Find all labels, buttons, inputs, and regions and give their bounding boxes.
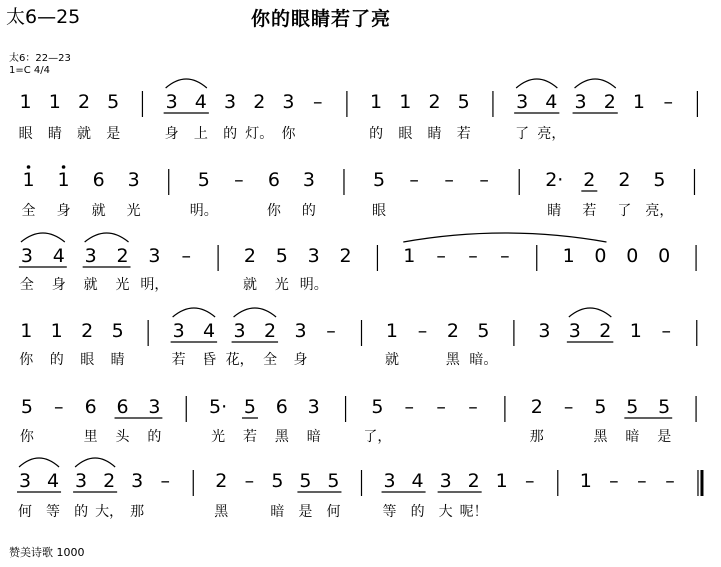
note: – [181,245,191,267]
lyric: 亮， [537,126,566,142]
note: – [609,470,619,492]
lyric: 眼 [372,203,387,219]
note: 2 [253,91,266,113]
lyric: 身 [56,203,71,219]
lyric: 明， [140,277,169,293]
lyric: 的 [301,203,316,219]
octave-dot [27,165,31,169]
hymn-reference: 太6—25 [6,6,81,28]
lyric: 了 [617,203,632,219]
lyric: 黑 [214,504,229,520]
note: – [479,169,489,191]
note: 2· [545,169,564,191]
note: 3 [84,245,97,267]
note: 2 [339,245,352,267]
note: 5 [20,396,33,418]
note: 3 [75,470,88,492]
note: 6 [84,396,97,418]
note: 6 [92,169,105,191]
slur [166,79,207,88]
note: 5 [271,470,284,492]
note: 3 [307,396,320,418]
tune-ref-line: 太6：22—23 [9,53,71,64]
lyric: 亮， [645,203,674,219]
lyric: 明。 [299,277,328,293]
note: 1 [385,320,399,342]
note: 0 [594,245,607,267]
lyric: 何 [18,504,33,520]
note: – [160,470,170,492]
note: – [54,396,64,418]
note: 1 [495,470,508,492]
note: 5 [327,470,340,492]
slur [516,79,557,88]
lyric: 黑 [593,429,608,445]
note: 3 [307,245,320,267]
lyric: 暗 [306,429,321,445]
lyric: 的 [147,429,162,445]
lyric: 全 [19,277,34,293]
note: – [468,245,478,267]
note: 5 [243,396,257,418]
lyric: 头 [115,429,130,445]
lyric: 光 [274,277,289,293]
note: – [404,396,415,418]
note: 1 [562,245,575,267]
note: 2 [599,320,612,342]
note: 2 [530,396,543,418]
lyric: 就 [242,277,257,293]
lyric: 全 [21,203,36,219]
octave-dot [62,165,66,169]
note: 3 [224,91,237,113]
note: 5 [111,320,124,342]
lyric: 你 [266,203,281,219]
lyric: 睛 [427,126,442,142]
note: 3 [172,320,185,342]
note: 1 [57,169,70,191]
note: 2 [467,470,480,492]
lyric: 是 [298,504,313,520]
lyric: 光 [115,277,130,293]
note: – [436,245,446,267]
lyric: 身 [293,352,308,368]
note: 2 [81,320,94,342]
lyric: 那 [130,504,145,520]
lyric: 眼 [18,126,33,142]
lyric: 花， [225,352,254,368]
lyric: 暗。 [469,352,498,368]
note: 1 [403,245,416,267]
lyric: 的 [369,126,384,142]
lyric: 睛 [47,126,62,142]
note: 5 [658,396,671,418]
lyric: 黑 [445,352,460,368]
lyric: 你 [19,352,34,368]
lyric: 何 [326,504,341,520]
note: 2 [103,470,116,492]
lyric: 呢！ [459,504,488,520]
lyric: 眼 [80,352,95,368]
lyric: 就 [91,203,106,219]
lyric: 了 [515,126,530,142]
lyric: 那 [529,429,544,445]
tune-reference [9,53,71,77]
lyric: 你 [19,429,34,445]
note: 0 [626,245,639,267]
note: 3 [127,169,140,191]
lyric: 若 [582,203,597,219]
lyric: 就 [77,126,92,142]
note: 3 [233,320,246,342]
lyric: 等 [46,504,61,520]
song-title: 你的眼睛若了亮 [251,8,392,30]
note: 4 [203,320,216,342]
note: – [663,91,673,113]
note: 3 [131,470,144,492]
slur [403,233,606,242]
note: 6 [275,396,288,418]
note: 4 [52,245,65,267]
note: 3 [302,169,315,191]
slur [569,308,611,317]
note: 5 [299,470,312,492]
lyric: 灯。 [245,126,274,142]
note: 4 [411,470,424,492]
note: 2 [446,320,459,342]
lyric: 全 [263,352,278,368]
lyric: 里 [83,429,98,445]
note: 6 [267,169,280,191]
lyric: 若 [456,126,471,142]
note: 3 [574,91,587,113]
note: 5 [477,320,490,342]
lyric: 暗 [625,429,640,445]
note: – [661,320,672,342]
lyric: 的 [49,352,64,368]
note: 2 [583,169,596,191]
note: – [436,396,446,418]
note: 5 [594,396,607,418]
note: – [468,396,478,418]
note: – [417,320,428,342]
note: 2 [428,91,441,113]
note: – [444,169,454,191]
note: 5 [457,91,470,113]
lyric: 了， [363,429,392,445]
lyric: 就 [83,277,98,293]
note: 1 [20,320,33,342]
note: 5 [107,91,120,113]
note: 3 [20,245,33,267]
lyric: 等 [382,504,397,520]
note: 1 [22,169,35,191]
note: 1 [370,91,383,113]
note: 1 [48,91,61,113]
note: 5· [209,396,228,418]
footer-source: 赞美诗歌 1000 [9,546,85,559]
note: 3 [439,470,452,492]
note: 2 [116,245,129,267]
note: 2 [243,245,257,267]
note: 3 [148,396,161,418]
note: – [637,470,647,492]
note: 5 [626,396,639,418]
note: – [500,245,510,267]
lyric: 眼 [398,126,413,142]
lyric: 睛 [547,203,562,219]
note: 2 [215,470,228,492]
note: 6 [116,396,129,418]
note: 5 [197,169,210,191]
lyric: 光 [126,203,141,219]
note: 5 [275,245,288,267]
slur [173,308,215,317]
note: – [524,470,535,492]
lyric: 是 [106,126,121,142]
lyric: 明。 [189,203,218,219]
note: 1 [579,470,592,492]
note: – [234,169,244,191]
note: – [409,169,419,191]
note: 1 [632,91,646,113]
note: 1 [629,320,642,342]
lyric: 睛 [110,352,125,368]
note: 3 [516,91,529,113]
note: – [312,91,323,113]
lyric: 昏 [202,352,217,368]
note: 0 [658,245,671,267]
note: 2 [77,91,91,113]
lyric: 若 [171,352,186,368]
slur [19,458,59,467]
slur [575,79,616,88]
lyric: 的 [410,504,425,520]
lyric: 黑 [274,429,289,445]
lyric: 的 [74,504,89,520]
note: 4 [47,470,60,492]
note: 3 [383,470,396,492]
lyric: 上 [193,126,208,142]
lyric: 身 [51,277,66,293]
lyric: 大， [95,504,124,520]
note: 3 [294,320,307,342]
note: – [244,470,255,492]
lyric: 是 [657,429,672,445]
slur [85,233,129,242]
key-meter-line: 1=C 4/4 [9,65,50,76]
lyric: 若 [242,429,257,445]
note: 1 [50,320,63,342]
lyric: 大 [438,504,453,520]
note: – [563,396,574,418]
note: 3 [165,91,178,113]
note: 3 [568,320,581,342]
note: 1 [19,91,32,113]
note: – [326,320,336,342]
note: 3 [538,320,551,342]
note: 5 [371,396,384,418]
note: 2 [264,320,277,342]
note: – [665,470,675,492]
note: 3 [282,91,295,113]
note: 5 [653,169,666,191]
note: 5 [372,169,386,191]
lyric: 就 [384,352,399,368]
lyric: 身 [164,126,179,142]
note: 4 [545,91,558,113]
note: 2 [618,169,631,191]
lyric: 的 [223,126,238,142]
slur [75,458,115,467]
note: 3 [18,470,32,492]
lyric: 暗 [270,504,285,520]
slur [21,233,65,242]
note: 3 [148,245,161,267]
note: 1 [399,91,412,113]
slur [234,308,276,317]
note: 4 [194,91,207,113]
lyric: 光 [211,429,226,445]
lyric: 你 [281,126,296,142]
note: 2 [603,91,616,113]
